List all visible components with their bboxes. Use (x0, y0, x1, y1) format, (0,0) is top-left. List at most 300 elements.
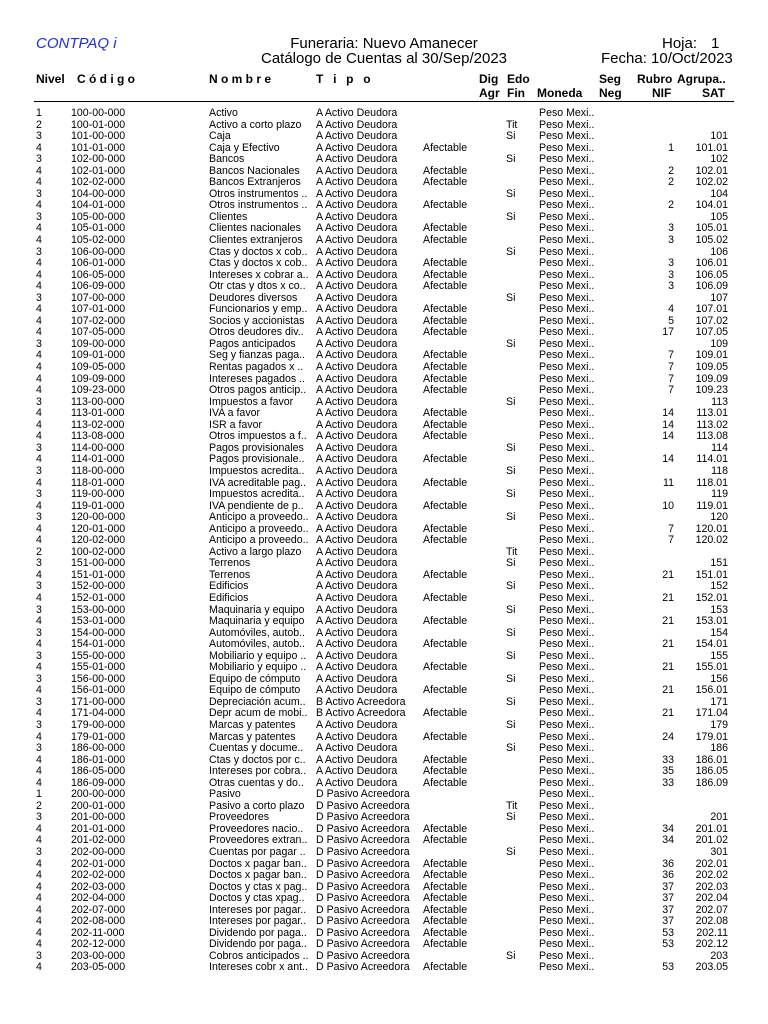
account-code-cell: 104-00-000 (71, 187, 126, 200)
currency-cell: Peso Mexi.. (539, 234, 595, 247)
fin-state-cell: Si (506, 846, 516, 858)
level-cell: 4 (36, 776, 42, 789)
currency-cell: Peso Mexi.. (539, 407, 595, 420)
account-name-cell: Rentas pagados x .. (209, 362, 304, 374)
fin-state-cell: Si (506, 672, 516, 685)
level-cell: 4 (36, 280, 42, 293)
rubro-nif-cell: 17 (662, 326, 674, 339)
account-code-cell: 201-00-000 (71, 811, 126, 824)
currency-cell: Peso Mexi.. (539, 926, 595, 939)
affectable-cell: Afectable (423, 730, 468, 743)
level-cell: 3 (36, 742, 42, 755)
account-name-cell: Anticipo a proveedo.. (209, 512, 309, 524)
account-code-cell: 155-00-000 (71, 649, 126, 662)
table-row (0, 385, 768, 397)
currency-cell: Peso Mexi.. (539, 799, 595, 812)
affectable-cell: Afectable (423, 407, 468, 420)
level-cell: 4 (36, 638, 42, 651)
rubro-nif-cell: 4 (668, 303, 674, 316)
level-cell: 3 (36, 557, 42, 570)
account-type-cell: A Activo Deudora (316, 153, 398, 166)
account-code-cell: 102-00-000 (71, 153, 126, 166)
sat-group-cell: 152.01 (695, 591, 728, 604)
account-type-cell: A Activo Deudora (316, 291, 398, 304)
fin-state-cell: Si (506, 441, 516, 454)
account-type-cell: D Pasivo Acreedora (316, 938, 410, 951)
sat-group-cell: 102.01 (695, 164, 728, 177)
sat-group-cell: 202.11 (696, 926, 728, 939)
currency-cell: Peso Mexi.. (539, 834, 595, 847)
affectable-cell: Afectable (423, 880, 468, 893)
rubro-nif-cell: 21 (662, 707, 674, 720)
account-name-cell: Clientes (209, 211, 248, 223)
column-header-seg: Seg (599, 72, 622, 86)
account-name-cell: Pasivo (209, 789, 241, 801)
level-cell: 4 (36, 822, 42, 835)
currency-cell: Peso Mexi.. (539, 245, 595, 258)
account-name-cell: IVA pendiente de p.. (209, 500, 304, 512)
table-row (0, 362, 768, 374)
account-type-cell: A Activo Deudora (316, 499, 398, 512)
account-type-cell: A Activo Deudora (316, 361, 398, 374)
account-name-cell: Otros pagos anticip.. (209, 385, 307, 397)
currency-cell: Peso Mexi.. (539, 499, 595, 512)
table-row (0, 870, 768, 882)
currency-cell: Peso Mexi.. (539, 695, 595, 708)
level-cell: 4 (36, 418, 42, 431)
rubro-nif-cell: 21 (662, 615, 674, 628)
level-cell: 3 (36, 153, 42, 166)
currency-cell: Peso Mexi.. (539, 176, 595, 189)
rubro-nif-cell: 37 (662, 903, 674, 916)
rubro-nif-cell: 11 (663, 476, 674, 489)
sat-group-cell: 106.09 (695, 280, 728, 293)
currency-cell: Peso Mexi.. (539, 742, 595, 755)
currency-cell: Peso Mexi.. (539, 765, 595, 778)
sat-group-cell: 109.01 (695, 349, 728, 362)
account-name-cell: Terrenos (209, 558, 251, 570)
account-type-cell: D Pasivo Acreedora (316, 857, 410, 870)
account-code-cell: 171-04-000 (71, 707, 126, 720)
level-cell: 2 (36, 545, 42, 558)
affectable-cell: Afectable (423, 257, 468, 270)
rubro-nif-cell: 21 (662, 684, 674, 697)
currency-cell: Peso Mexi.. (539, 395, 595, 408)
fin-state-cell: Si (506, 395, 516, 408)
account-code-cell: 107-00-000 (71, 291, 126, 304)
currency-cell: Peso Mexi.. (539, 788, 595, 801)
account-name-cell: Edificios (209, 592, 249, 604)
sat-group-cell: 203.05 (695, 961, 728, 974)
sat-group-cell: 153.01 (695, 615, 728, 628)
column-header-nivel: Nivel (36, 72, 65, 86)
level-cell: 4 (36, 707, 42, 720)
affectable-cell: Afectable (423, 199, 468, 212)
level-cell: 4 (36, 880, 42, 893)
account-code-cell: 101-00-000 (71, 130, 126, 143)
account-code-cell: 119-01-000 (71, 499, 125, 512)
level-cell: 3 (36, 672, 42, 685)
sat-group-cell: 107.01 (695, 303, 728, 316)
account-name-cell: Doctos x pagar ban.. (209, 870, 307, 882)
affectable-cell: Afectable (423, 707, 468, 720)
currency-cell: Peso Mexi.. (539, 626, 595, 639)
account-name-cell: Bancos (209, 154, 245, 166)
sat-group-cell: 202.07 (695, 903, 728, 916)
account-type-cell: A Activo Deudora (316, 222, 398, 235)
account-name-cell: Proveedores (209, 812, 270, 824)
account-type-cell: D Pasivo Acreedora (316, 915, 410, 928)
account-name-cell: Ctas y doctos x cob.. (209, 246, 308, 258)
account-type-cell: A Activo Deudora (316, 441, 398, 454)
affectable-cell: Afectable (423, 268, 468, 281)
account-code-cell: 179-00-000 (71, 718, 126, 731)
account-name-cell: Deudores diversos (209, 292, 298, 304)
sat-group-cell: 179 (710, 718, 728, 731)
sat-group-cell: 171.04 (695, 707, 728, 720)
fin-state-cell: Si (506, 245, 516, 258)
rubro-nif-cell: 34 (662, 822, 674, 835)
account-code-cell: 100-00-000 (71, 107, 126, 119)
level-cell: 4 (36, 522, 42, 535)
header-divider (34, 101, 734, 102)
currency-cell: Peso Mexi.. (539, 672, 595, 685)
rubro-nif-cell: 2 (668, 199, 674, 212)
level-cell: 4 (36, 199, 42, 212)
account-code-cell: 100-01-000 (71, 118, 126, 131)
level-cell: 3 (36, 441, 42, 454)
sat-group-cell: 106.01 (695, 257, 728, 270)
column-header-fin: Fin (507, 86, 525, 100)
fin-state-cell: Si (506, 337, 516, 350)
rubro-nif-cell: 5 (668, 314, 674, 327)
column-header-tipo: T i p o (316, 72, 374, 86)
affectable-cell: Afectable (423, 430, 468, 443)
sat-group-cell: 114 (711, 441, 728, 454)
sat-group-cell: 186.05 (695, 765, 728, 778)
currency-cell: Peso Mexi.. (539, 534, 595, 547)
table-row (0, 616, 768, 628)
sat-group-cell: 203 (710, 949, 728, 962)
account-code-cell: 202-00-000 (71, 846, 126, 858)
level-cell: 3 (36, 291, 42, 304)
sat-group-cell: 119 (711, 488, 728, 501)
company-name: Funeraria: Nuevo Amanecer (290, 35, 478, 52)
level-cell: 4 (36, 268, 42, 281)
sat-group-cell: 186 (710, 742, 728, 755)
sat-group-cell: 155.01 (695, 661, 728, 674)
account-name-cell: Doctos y ctas xpag.. (209, 893, 305, 905)
affectable-cell: Afectable (423, 615, 468, 628)
account-type-cell: B Activo Acreedora (316, 695, 406, 708)
sat-group-cell: 118 (711, 464, 728, 477)
rubro-nif-cell: 34 (662, 834, 674, 847)
account-name-cell: Cuentas y docume.. (209, 743, 304, 755)
rubro-nif-cell: 14 (662, 407, 674, 420)
table-row (0, 154, 768, 166)
account-type-cell: A Activo Deudora (316, 407, 398, 420)
account-code-cell: 102-02-000 (71, 176, 126, 189)
account-type-cell: A Activo Deudora (316, 603, 398, 616)
level-cell: 4 (36, 765, 42, 778)
currency-cell: Peso Mexi.. (539, 568, 595, 581)
sat-group-cell: 105.01 (695, 222, 728, 235)
currency-cell: Peso Mexi.. (539, 846, 595, 858)
sat-group-cell: 105 (710, 210, 728, 223)
sat-group-cell: 179.01 (695, 730, 728, 743)
currency-cell: Peso Mexi.. (539, 591, 595, 604)
account-name-cell: Anticipo a proveedo.. (209, 535, 309, 547)
account-code-cell: 202-07-000 (71, 903, 126, 916)
rubro-nif-cell: 7 (668, 361, 674, 374)
account-code-cell: 106-05-000 (71, 268, 126, 281)
affectable-cell: Afectable (423, 372, 468, 385)
account-name-cell: Edificios (209, 581, 249, 593)
account-name-cell: Bancos Nacionales (209, 165, 300, 177)
account-code-cell: 186-00-000 (71, 742, 126, 755)
account-name-cell: Depreciación acum.. (209, 696, 306, 708)
level-cell: 4 (36, 961, 42, 974)
rubro-nif-cell: 7 (668, 349, 674, 362)
level-cell: 2 (36, 799, 42, 812)
level-cell: 3 (36, 626, 42, 639)
sat-group-cell: 106 (710, 245, 728, 258)
affectable-cell: Afectable (423, 834, 468, 847)
currency-cell: Peso Mexi.. (539, 349, 595, 362)
account-type-cell: D Pasivo Acreedora (316, 799, 410, 812)
sat-group-cell: 202.01 (695, 857, 728, 870)
account-type-cell: A Activo Deudora (316, 591, 398, 604)
account-type-cell: A Activo Deudora (316, 395, 398, 408)
affectable-cell: Afectable (423, 961, 468, 974)
rubro-nif-cell: 3 (668, 222, 674, 235)
sat-group-cell: 109 (710, 337, 728, 350)
rubro-nif-cell: 7 (668, 534, 674, 547)
affectable-cell: Afectable (423, 753, 468, 766)
level-cell: 3 (36, 511, 42, 524)
account-type-cell: A Activo Deudora (316, 718, 398, 731)
rubro-nif-cell: 37 (662, 880, 674, 893)
account-name-cell: Dividendo por paga.. (209, 939, 307, 951)
rubro-nif-cell: 14 (662, 430, 674, 443)
account-type-cell: A Activo Deudora (316, 418, 398, 431)
account-name-cell: Otros instrumentos .. (209, 200, 308, 212)
account-type-cell: D Pasivo Acreedora (316, 788, 410, 801)
currency-cell: Peso Mexi.. (539, 453, 595, 466)
account-type-cell: B Activo Acreedora (316, 707, 406, 720)
account-type-cell: A Activo Deudora (316, 141, 398, 154)
column-header-neg: Neg (599, 86, 622, 100)
account-name-cell: Socios y accionistas (209, 315, 305, 327)
account-name-cell: Pagos anticipados (209, 338, 296, 350)
account-name-cell: Pagos provisionale.. (209, 454, 305, 466)
account-code-cell: 105-02-000 (71, 234, 126, 247)
account-name-cell: Clientes extranjeros (209, 235, 303, 247)
level-cell: 4 (36, 453, 42, 466)
currency-cell: Peso Mexi.. (539, 661, 595, 674)
level-cell: 3 (36, 395, 42, 408)
currency-cell: Peso Mexi.. (539, 684, 595, 697)
account-type-cell: A Activo Deudora (316, 626, 398, 639)
currency-cell: Peso Mexi.. (539, 476, 595, 489)
account-type-cell: D Pasivo Acreedora (316, 811, 410, 824)
currency-cell: Peso Mexi.. (539, 141, 595, 154)
level-cell: 4 (36, 499, 42, 512)
affectable-cell: Afectable (423, 926, 468, 939)
level-cell: 4 (36, 591, 42, 604)
account-type-cell: A Activo Deudora (316, 638, 398, 651)
table-row (0, 766, 768, 778)
affectable-cell: Afectable (423, 915, 468, 928)
affectable-cell: Afectable (423, 476, 468, 489)
level-cell: 2 (36, 118, 42, 131)
account-name-cell: Terrenos (209, 569, 251, 581)
currency-cell: Peso Mexi.. (539, 464, 595, 477)
rubro-nif-cell: 3 (668, 257, 674, 270)
account-name-cell: Activo a largo plazo (209, 546, 302, 558)
account-code-cell: 152-01-000 (71, 591, 126, 604)
account-code-cell: 156-01-000 (71, 684, 126, 697)
level-cell: 4 (36, 257, 42, 270)
account-name-cell: Otros instrumentos .. (209, 188, 308, 200)
rubro-nif-cell: 21 (662, 661, 674, 674)
affectable-cell: Afectable (423, 765, 468, 778)
currency-cell: Peso Mexi.. (539, 107, 595, 119)
currency-cell: Peso Mexi.. (539, 303, 595, 316)
account-code-cell: 101-01-000 (71, 141, 126, 154)
rubro-nif-cell: 53 (662, 926, 674, 939)
account-name-cell: Otras cuentas y do.. (209, 777, 304, 789)
affectable-cell: Afectable (423, 591, 468, 604)
account-name-cell: Intereses pagados .. (209, 373, 305, 385)
affectable-cell: Afectable (423, 661, 468, 674)
level-cell: 4 (36, 234, 42, 247)
sat-group-cell: 114.01 (696, 453, 728, 466)
account-code-cell: 153-01-000 (71, 615, 126, 628)
currency-cell: Peso Mexi.. (539, 615, 595, 628)
account-code-cell: 118-01-000 (71, 476, 125, 489)
account-code-cell: 120-00-000 (71, 511, 126, 524)
level-cell: 4 (36, 892, 42, 905)
account-type-cell: A Activo Deudora (316, 453, 398, 466)
account-code-cell: 171-00-000 (71, 695, 126, 708)
account-name-cell: Activo a corto plazo (209, 119, 302, 131)
rubro-nif-cell: 33 (662, 753, 674, 766)
account-code-cell: 105-01-000 (71, 222, 126, 235)
currency-cell: Peso Mexi.. (539, 430, 595, 443)
level-cell: 4 (36, 857, 42, 870)
table-row (0, 720, 768, 732)
account-name-cell: Intereses por pagar.. (209, 916, 307, 928)
rubro-nif-cell: 21 (662, 638, 674, 651)
fin-state-cell: Si (506, 511, 516, 524)
column-header-rubro: Rubro (637, 72, 673, 86)
level-cell: 4 (36, 568, 42, 581)
account-name-cell: Doctos x pagar ban.. (209, 858, 307, 870)
level-cell: 4 (36, 730, 42, 743)
sat-group-cell: 120.01 (695, 522, 728, 535)
account-name-cell: Ctas y doctos por c.. (209, 754, 306, 766)
account-name-cell: Intereses cobr x ant.. (209, 962, 308, 974)
account-type-cell: A Activo Deudora (316, 753, 398, 766)
account-code-cell: 106-00-000 (71, 245, 126, 258)
rubro-nif-cell: 7 (668, 372, 674, 385)
column-header-nif: NIF (652, 86, 672, 100)
account-type-cell: A Activo Deudora (316, 303, 398, 316)
account-type-cell: A Activo Deudora (316, 742, 398, 755)
account-name-cell: Bancos Extranjeros (209, 177, 301, 189)
sat-group-cell: 301 (710, 846, 728, 858)
rubro-nif-cell: 37 (662, 892, 674, 905)
account-type-cell: A Activo Deudora (316, 349, 398, 362)
level-cell: 4 (36, 303, 42, 316)
level-cell: 3 (36, 187, 42, 200)
sat-group-cell: 102.02 (695, 176, 728, 189)
currency-cell: Peso Mexi.. (539, 418, 595, 431)
account-name-cell: Activo (209, 108, 238, 119)
level-cell: 4 (36, 534, 42, 547)
currency-cell: Peso Mexi.. (539, 580, 595, 593)
account-type-cell: D Pasivo Acreedora (316, 961, 410, 974)
level-cell: 4 (36, 222, 42, 235)
table-row (0, 743, 768, 755)
rubro-nif-cell: 37 (662, 915, 674, 928)
account-type-cell: A Activo Deudora (316, 580, 398, 593)
account-name-cell: Mobiliario y equipo .. (209, 662, 307, 674)
level-cell: 4 (36, 384, 42, 397)
table-row (0, 512, 768, 524)
column-header-moneda: Moneda (537, 86, 583, 100)
account-type-cell: D Pasivo Acreedora (316, 926, 410, 939)
account-code-cell: 100-02-000 (71, 545, 126, 558)
currency-cell: Peso Mexi.. (539, 257, 595, 270)
rubro-nif-cell: 36 (662, 869, 674, 882)
account-code-cell: 202-02-000 (71, 869, 126, 882)
affectable-cell: Afectable (423, 869, 468, 882)
sat-group-cell: 113.08 (696, 430, 728, 443)
account-type-cell: A Activo Deudora (316, 568, 398, 581)
account-name-cell: Cobros anticipados .. (209, 950, 309, 962)
fin-state-cell: Si (506, 742, 516, 755)
currency-cell: Peso Mexi.. (539, 880, 595, 893)
rubro-nif-cell: 1 (668, 141, 674, 154)
column-header-edo: Edo (507, 72, 530, 86)
report-title: Catálogo de Cuentas al 30/Sep/2023 (260, 50, 508, 67)
sat-group-cell: 107 (710, 291, 728, 304)
table-row (0, 466, 768, 478)
account-type-cell: A Activo Deudora (316, 326, 398, 339)
sat-group-cell: 105.02 (695, 234, 728, 247)
currency-cell: Peso Mexi.. (539, 707, 595, 720)
rubro-nif-cell: 36 (662, 857, 674, 870)
account-type-cell: D Pasivo Acreedora (316, 869, 410, 882)
account-name-cell: Otros impuestos a f.. (209, 431, 307, 443)
level-cell: 3 (36, 464, 42, 477)
account-type-cell: A Activo Deudora (316, 511, 398, 524)
table-row (0, 893, 768, 905)
affectable-cell: Afectable (423, 684, 468, 697)
account-code-cell: 120-02-000 (71, 534, 126, 547)
fin-state-cell: Si (506, 488, 516, 501)
table-row (0, 962, 768, 974)
account-code-cell: 109-00-000 (71, 337, 126, 350)
level-cell: 4 (36, 372, 42, 385)
affectable-cell: Afectable (423, 822, 468, 835)
account-code-cell: 200-00-000 (71, 788, 126, 801)
currency-cell: Peso Mexi.. (539, 118, 595, 131)
account-name-cell: Caja (209, 131, 231, 143)
fin-state-cell: Si (506, 718, 516, 731)
